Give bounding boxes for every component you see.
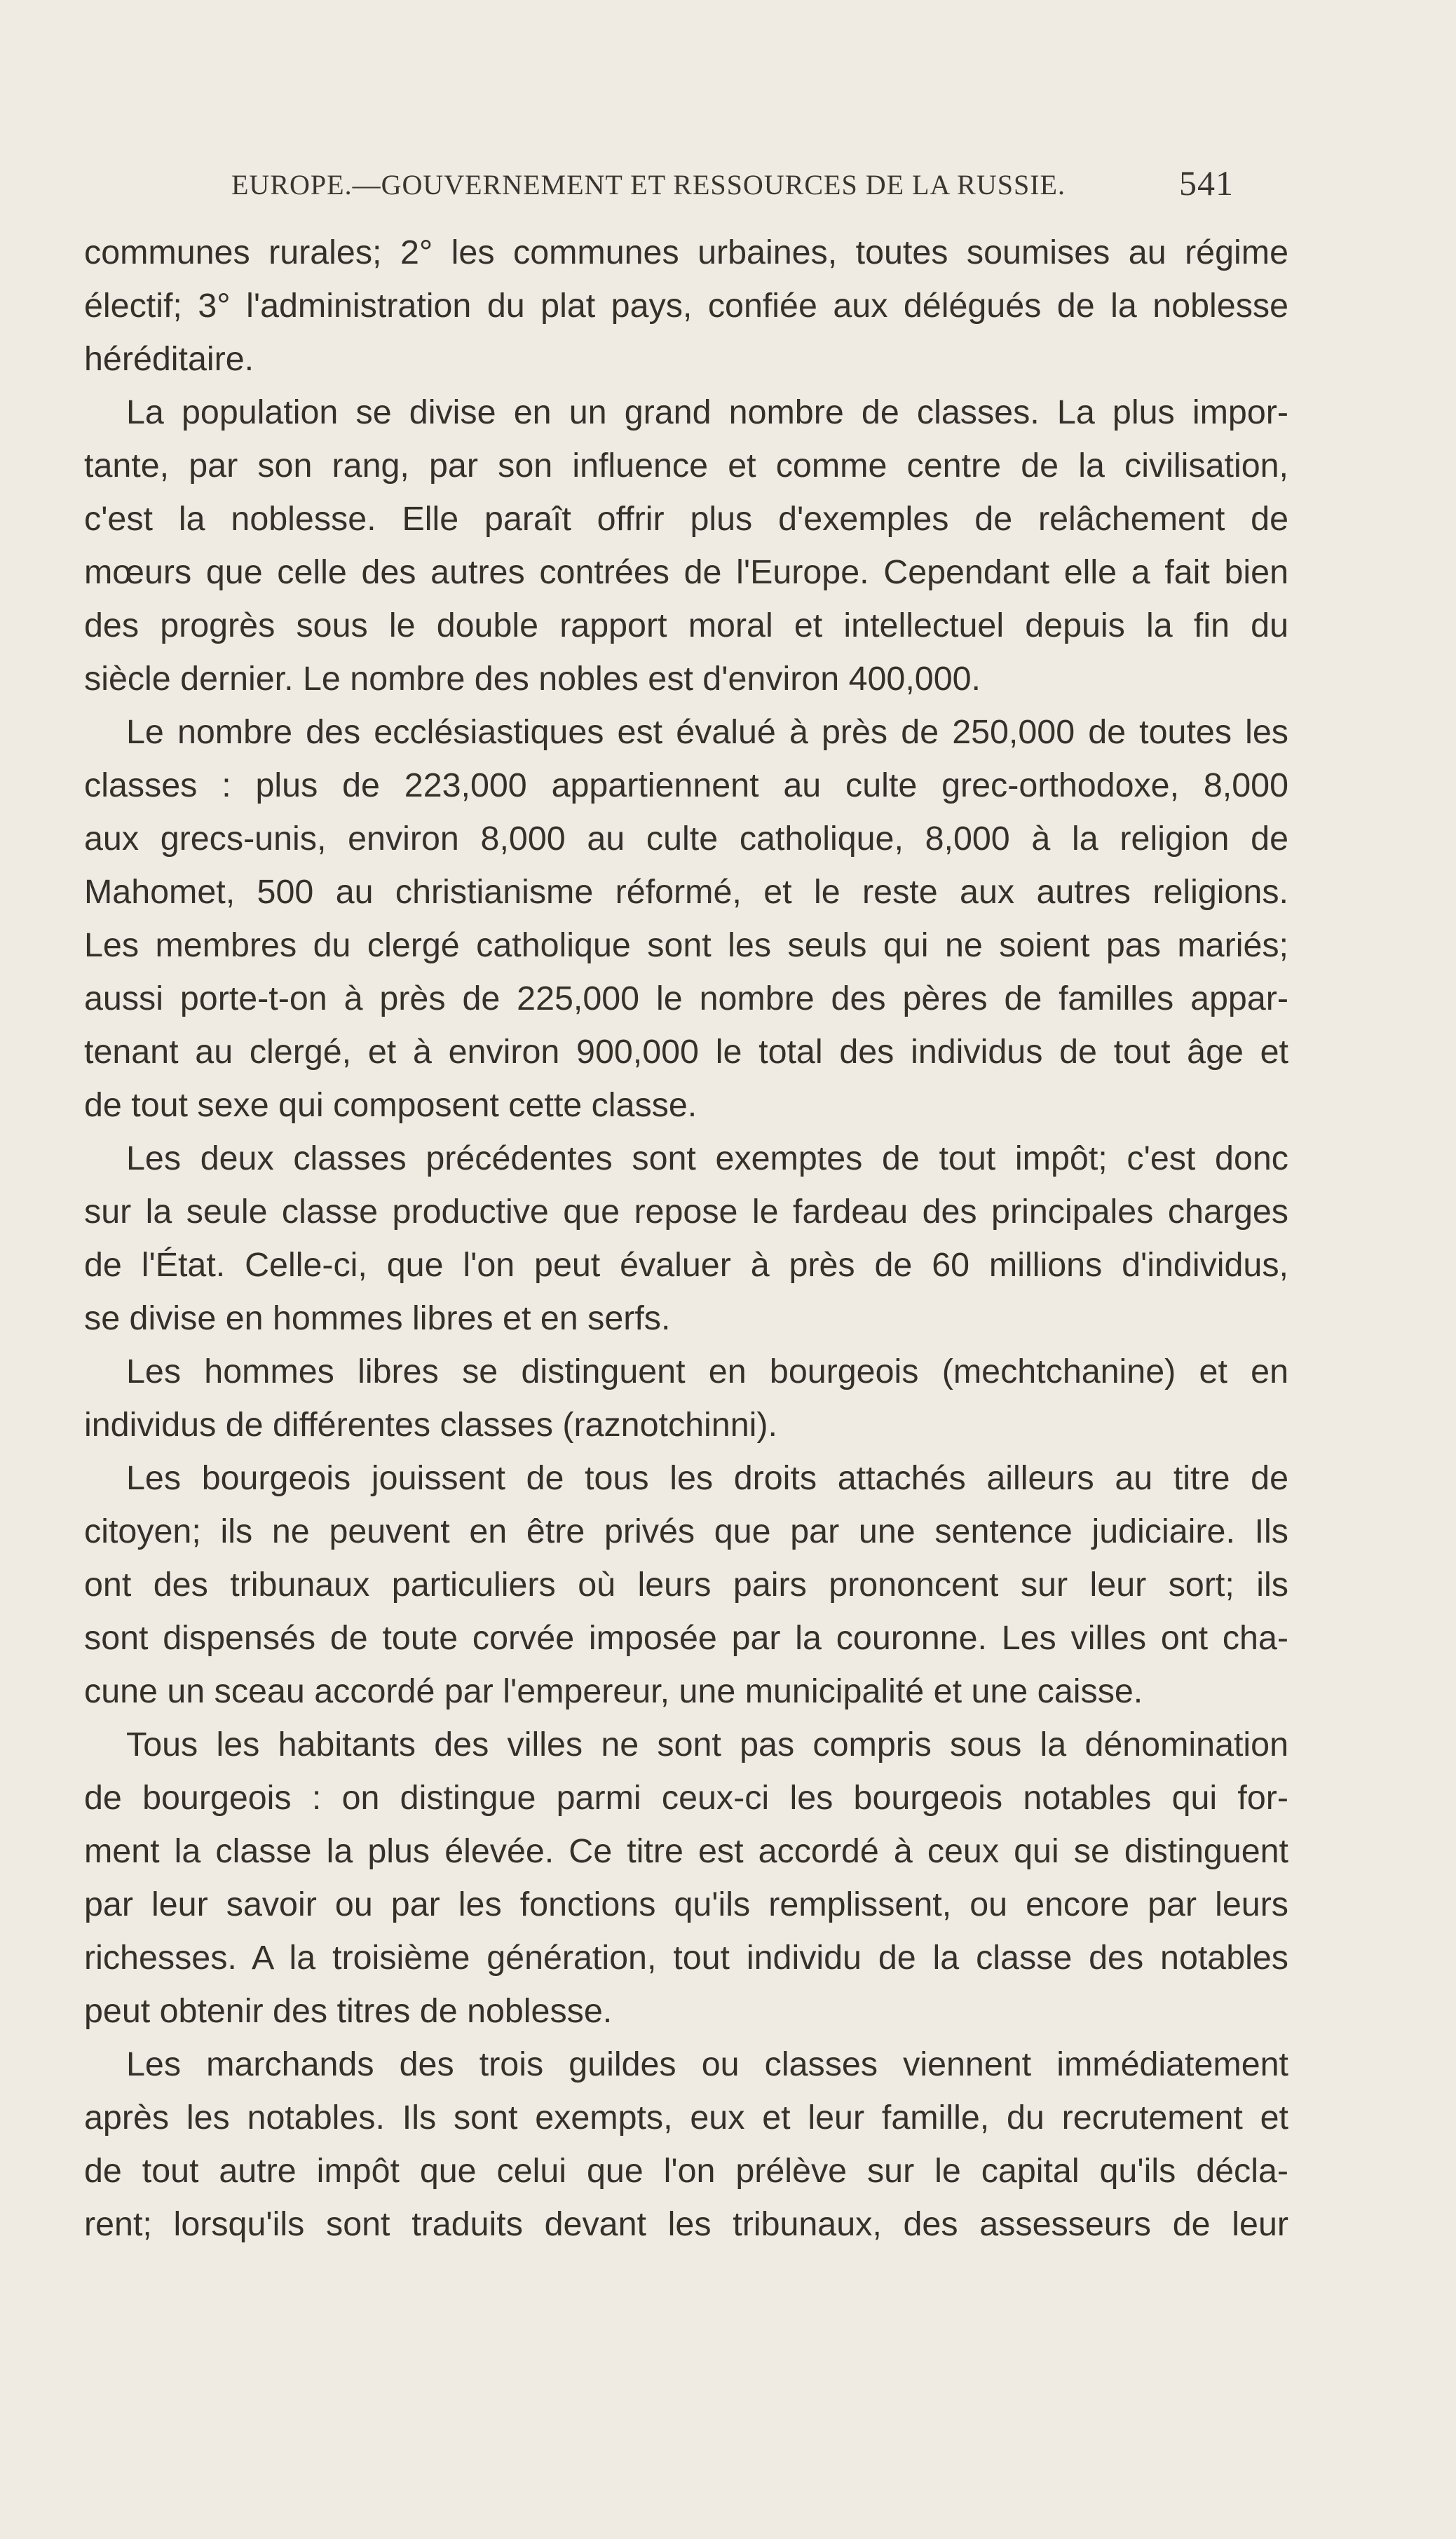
text-line: sont dispensés de toute corvée imposée par la couronne. Les villes ont cha-: [84, 1619, 1288, 1657]
text-line: aussi porte-t-on à près de 225,000 le nombre des pères de familles appar-: [84, 980, 1288, 1017]
text-line: par leur savoir ou par les fonctions qu'ils remplissent, ou encore par leurs: [84, 1885, 1288, 1923]
text-line: de tout sexe qui composent cette classe.: [84, 1086, 698, 1124]
text-line: rent; lorsqu'ils sont traduits devant les tribunaux, des assesseurs de leur: [84, 2205, 1288, 2243]
text-line: richesses. A la troisième génération, tout individu de la classe des notables: [84, 1939, 1288, 1977]
text-line: communes rurales; 2° les communes urbaines, toutes soumises au régime: [84, 233, 1288, 271]
text-line: des progrès sous le double rapport moral et intellectuel depuis la fin du: [84, 607, 1288, 644]
text-line: Tous les habitants des villes ne sont pas compris sous la dénomination: [126, 1726, 1288, 1763]
page-header: [231, 163, 1234, 205]
text-line: classes : plus de 223,000 appartiennent au culte grec-orthodoxe, 8,000: [84, 766, 1288, 804]
body-text: [84, 226, 1288, 2251]
text-line: citoyen; ils ne peuvent en être privés que par une sentence judiciaire. Ils: [84, 1512, 1288, 1550]
text-line: siècle dernier. Le nombre des nobles est d'environ 400,000.: [84, 660, 981, 698]
text-line: c'est la noblesse. Elle paraît offrir plus d'exemples de relâchement de: [84, 500, 1288, 538]
text-line: sur la seule classe productive que repose le fardeau des principales charges: [84, 1193, 1288, 1231]
text-line: de bourgeois : on distingue parmi ceux-ci les bourgeois notables qui for-: [84, 1779, 1288, 1817]
text-line: ont des tribunaux particuliers où leurs pairs prononcent sur leur sort; ils: [84, 1566, 1288, 1604]
text-line: Les hommes libres se distinguent en bourgeois (mechtchanine) et en: [126, 1353, 1288, 1390]
text-line: électif; 3° l'administration du plat pays, confiée aux délégués de la noblesse: [84, 287, 1288, 325]
text-line: tante, par son rang, par son influence et comme centre de la civilisation,: [84, 447, 1288, 485]
text-line: cune un sceau accordé par l'empereur, une municipalité et une caisse.: [84, 1672, 1143, 1710]
text-line: héréditaire.: [84, 340, 254, 378]
text-line: de tout autre impôt que celui que l'on prélève sur le capital qu'ils décla-: [84, 2152, 1288, 2190]
text-line: aux grecs-unis, environ 8,000 au culte catholique, 8,000 à la religion de: [84, 820, 1288, 858]
text-line: après les notables. Ils sont exempts, eux et leur famille, du recrutement et: [84, 2099, 1288, 2137]
text-line: Les marchands des trois guildes ou classes viennent immédiatement: [126, 2045, 1288, 2083]
running-title: EUROPE.—GOUVERNEMENT ET RESSOURCES DE LA RUSSIE.: [231, 169, 1066, 201]
text-line: peut obtenir des titres de noblesse.: [84, 1992, 613, 2030]
text-line: Le nombre des ecclésiastiques est évalué à près de 250,000 de toutes les: [126, 713, 1288, 751]
text-line: Mahomet, 500 au christianisme réformé, et le reste aux autres religions.: [84, 873, 1288, 911]
text-line: ment la classe la plus élevée. Ce titre est accordé à ceux qui se distinguent: [84, 1832, 1288, 1870]
text-line: Les deux classes précédentes sont exemptes de tout impôt; c'est donc: [126, 1139, 1288, 1177]
text-line: tenant au clergé, et à environ 900,000 le total des individus de tout âge et: [84, 1033, 1288, 1071]
text-line: Les bourgeois jouissent de tous les droits attachés ailleurs au titre de: [126, 1459, 1288, 1497]
page-number: 541: [1179, 163, 1234, 203]
text-line: mœurs que celle des autres contrées de l'Europe. Cependant elle a fait bien: [84, 553, 1288, 591]
text-line: de l'État. Celle-ci, que l'on peut évaluer à près de 60 millions d'individus,: [84, 1246, 1288, 1284]
text-line: La population se divise en un grand nombre de classes. La plus impor-: [126, 393, 1288, 431]
text-line: individus de différentes classes (raznotchinni).: [84, 1406, 777, 1444]
text-line: Les membres du clergé catholique sont les seuls qui ne soient pas mariés;: [84, 926, 1288, 964]
text-line: se divise en hommes libres et en serfs.: [84, 1299, 671, 1337]
